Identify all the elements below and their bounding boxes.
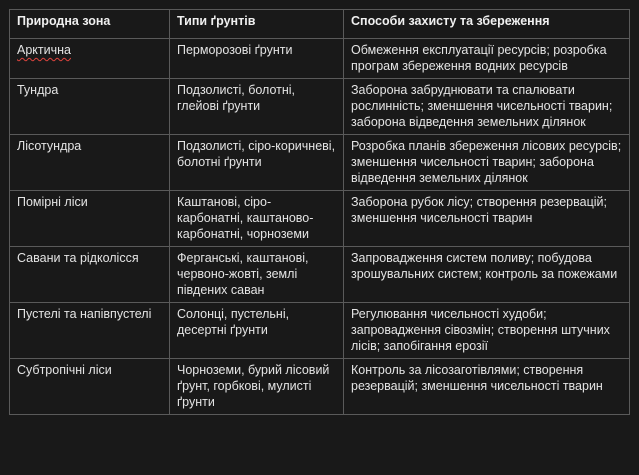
protection-cell[interactable]: Регулювання чисельності худоби; запровадження сівозмін; створення штучних лісів; запобігання ерозії xyxy=(344,303,630,359)
protection-cell[interactable]: Запровадження систем поливу; побудова зрошувальних систем; контроль за пожежами xyxy=(344,247,630,303)
protection-cell[interactable]: Розробка планів збереження лісових ресурсів; зменшення чисельності тварин; заборона відведення земельних ділянок xyxy=(344,135,630,191)
zone-cell[interactable] xyxy=(10,39,170,79)
zone-cell[interactable]: Лісотундра xyxy=(10,135,170,191)
soil-cell[interactable]: Подзолисті, сіро-коричневі, болотні ґрунти xyxy=(170,135,344,191)
table-container xyxy=(9,9,630,415)
protection-cell[interactable]: Обмеження експлуатації ресурсів; розробка програм збереження водних ресурсів xyxy=(344,39,630,79)
table-row xyxy=(10,247,630,303)
protection-cell[interactable]: Заборона забруднювати та спалювати рослинність; зменшення чисельності тварин; заборона відведення земельних ділянок xyxy=(344,79,630,135)
zone-cell[interactable]: Помірні ліси xyxy=(10,191,170,247)
protection-cell[interactable]: Контроль за лісозаготівлями; створення резервацій; зменшення чисельності тварин xyxy=(344,359,630,415)
table-row xyxy=(10,39,630,79)
table-row xyxy=(10,191,630,247)
protection-cell[interactable]: Заборона рубок лісу; створення резервацій; зменшення чисельності тварин xyxy=(344,191,630,247)
table-row xyxy=(10,303,630,359)
soil-cell[interactable]: Перморозові ґрунти xyxy=(170,39,344,79)
table-row xyxy=(10,79,630,135)
table-row xyxy=(10,359,630,415)
soil-cell[interactable]: Подзолисті, болотні, глейові ґрунти xyxy=(170,79,344,135)
zone-cell[interactable]: Савани та рідколісся xyxy=(10,247,170,303)
header-protection: Способи захисту та збереження xyxy=(344,10,630,39)
zone-cell[interactable]: Пустелі та напівпустелі xyxy=(10,303,170,359)
zone-cell[interactable]: Тундра xyxy=(10,79,170,135)
soil-cell[interactable]: Чорноземи, бурий лісовий ґрунт, горбкові, мулисті ґрунти xyxy=(170,359,344,415)
header-soil: Типи ґрунтів xyxy=(170,10,344,39)
table-row xyxy=(10,135,630,191)
soil-zones-table xyxy=(9,9,630,415)
soil-cell[interactable]: Ферганські, каштанові, червоно-жовті, землі південих саван xyxy=(170,247,344,303)
soil-cell[interactable]: Каштанові, сіро-карбонатні, каштаново-карбонатні, чорноземи xyxy=(170,191,344,247)
header-zone: Природна зона xyxy=(10,10,170,39)
zone-label: Арктична xyxy=(17,43,71,57)
table-header-row xyxy=(10,10,630,39)
soil-cell[interactable]: Солонці, пустельні, десертні ґрунти xyxy=(170,303,344,359)
zone-cell[interactable]: Субтропічні ліси xyxy=(10,359,170,415)
